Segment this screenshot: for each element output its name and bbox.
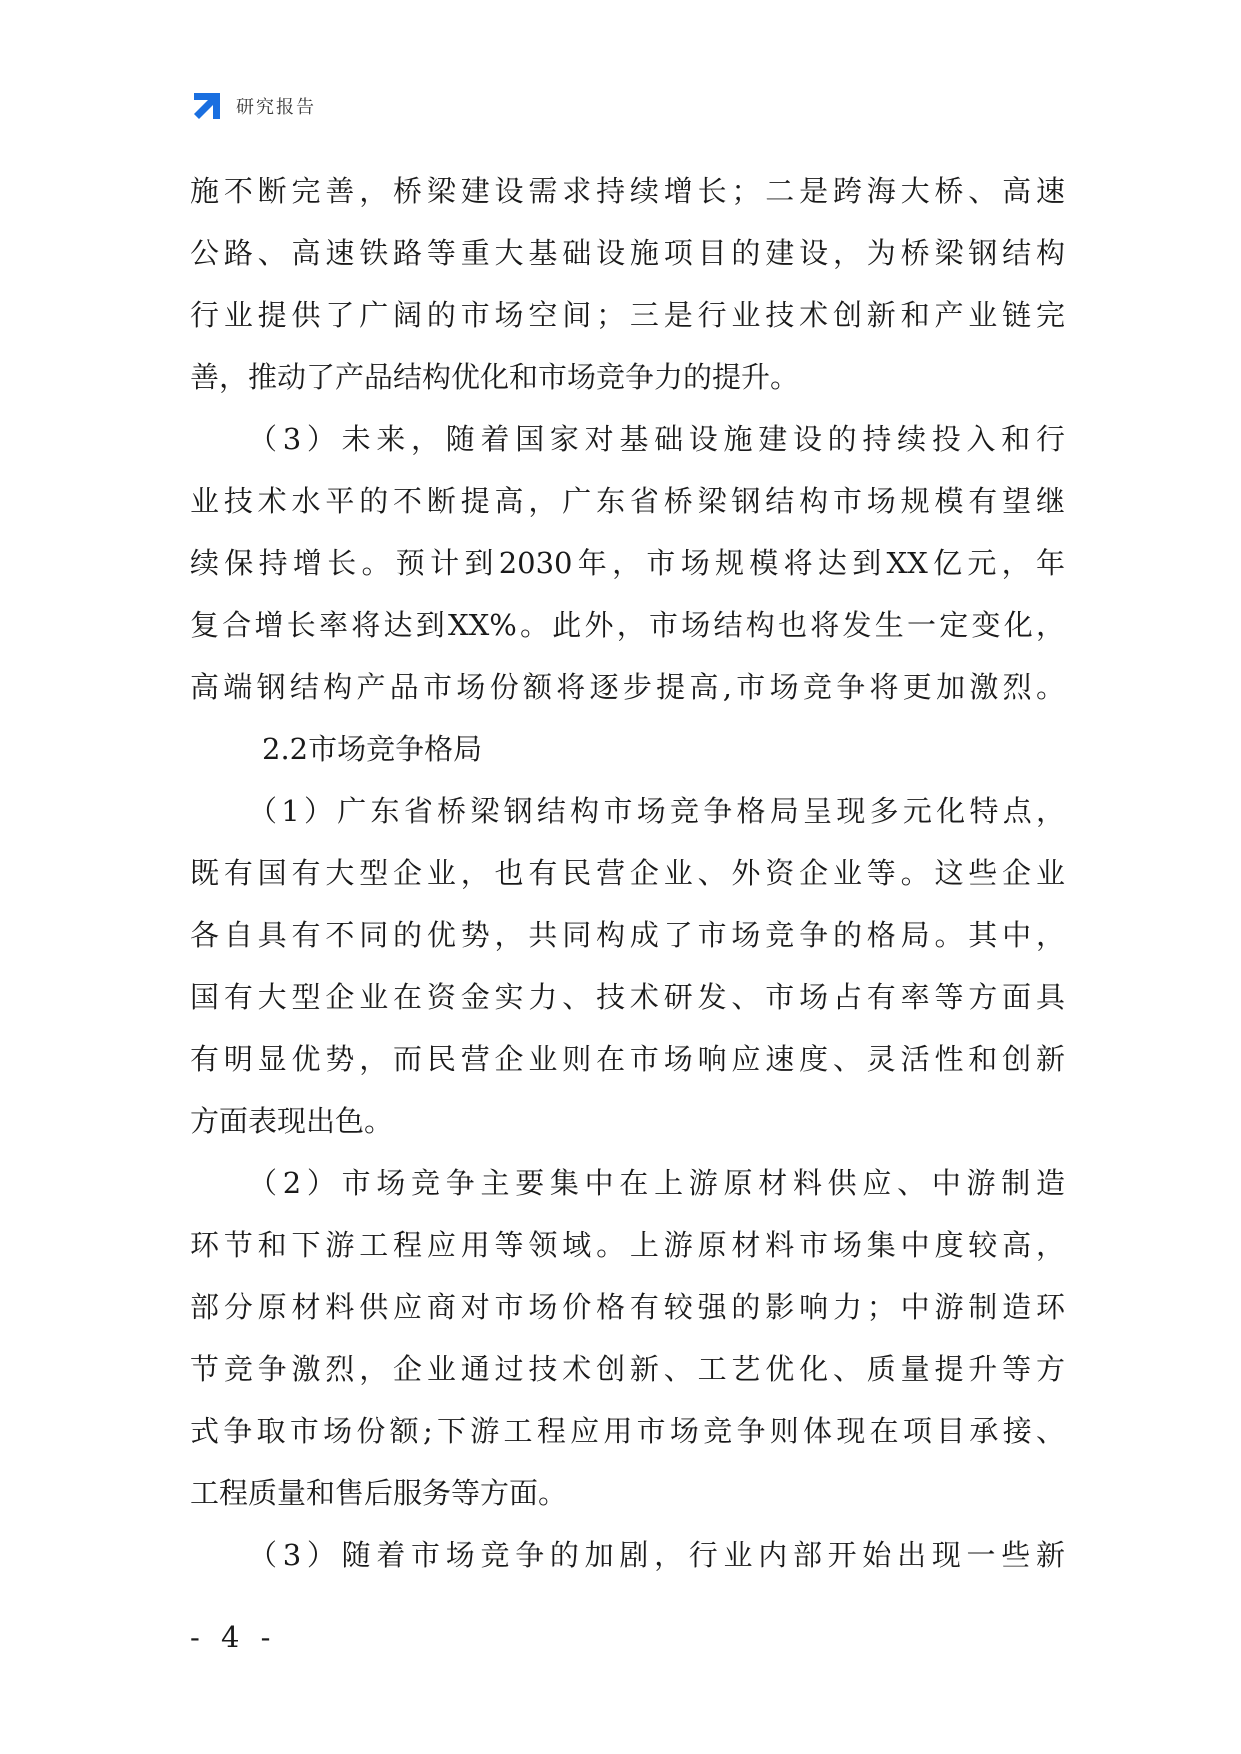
text-line: 复合增长率将达到XX%。此外，市场结构也将发生一定变化， [190, 608, 1065, 642]
text-line: 式争取市场份额;下游工程应用市场竞争则体现在项目承接、 [190, 1414, 1065, 1448]
text-line: 行业提供了广阔的市场空间；三是行业技术创新和产业链完 [190, 298, 1065, 332]
text-line: 善，推动了产品结构优化和市场竞争力的提升。 [190, 360, 800, 394]
text-line: 环节和下游工程应用等领域。上游原材料市场集中度较高， [190, 1228, 1065, 1262]
paragraph-start-line: （3）未来，随着国家对基础设施建设的持续投入和行 [248, 422, 1065, 456]
text-line: 工程质量和售后服务等方面。 [190, 1476, 568, 1510]
text-line: 高端钢结构产品市场份额将逐步提高,市场竞争将更加激烈。 [190, 670, 1065, 704]
page-number: - 4 - [190, 1620, 277, 1654]
page-header [190, 88, 316, 124]
body-text [190, 160, 1065, 1586]
text-line: 公路、高速铁路等重大基础设施项目的建设，为桥梁钢结构 [190, 236, 1065, 270]
header-label: 研究报告 [236, 97, 316, 118]
text-line: 续保持增长。预计到2030年，市场规模将达到XX亿元，年 [190, 546, 1065, 580]
text-line: 节竞争激烈，企业通过技术创新、工艺优化、质量提升等方 [190, 1352, 1065, 1386]
text-line: 各自具有不同的优势，共同构成了市场竞争的格局。其中， [190, 918, 1065, 952]
paragraph-start-line: （3）随着市场竞争的加剧，行业内部开始出现一些新 [248, 1538, 1065, 1572]
arrow-logo-icon [190, 89, 224, 123]
section-heading: 2.2市场竞争格局 [262, 732, 483, 766]
text-line: 部分原材料供应商对市场价格有较强的影响力；中游制造环 [190, 1290, 1065, 1324]
text-line: 既有国有大型企业，也有民营企业、外资企业等。这些企业 [190, 856, 1065, 890]
text-line: 施不断完善，桥梁建设需求持续增长；二是跨海大桥、高速 [190, 174, 1065, 208]
paragraph-start-line: （2）市场竞争主要集中在上游原材料供应、中游制造 [248, 1166, 1065, 1200]
paragraph-start-line: （1）广东省桥梁钢结构市场竞争格局呈现多元化特点， [248, 794, 1065, 828]
text-line: 方面表现出色。 [190, 1104, 394, 1138]
text-line: 业技术水平的不断提高，广东省桥梁钢结构市场规模有望继 [190, 484, 1065, 518]
text-line: 有明显优势，而民营企业则在市场响应速度、灵活性和创新 [190, 1042, 1065, 1076]
text-line: 国有大型企业在资金实力、技术研发、市场占有率等方面具 [190, 980, 1065, 1014]
